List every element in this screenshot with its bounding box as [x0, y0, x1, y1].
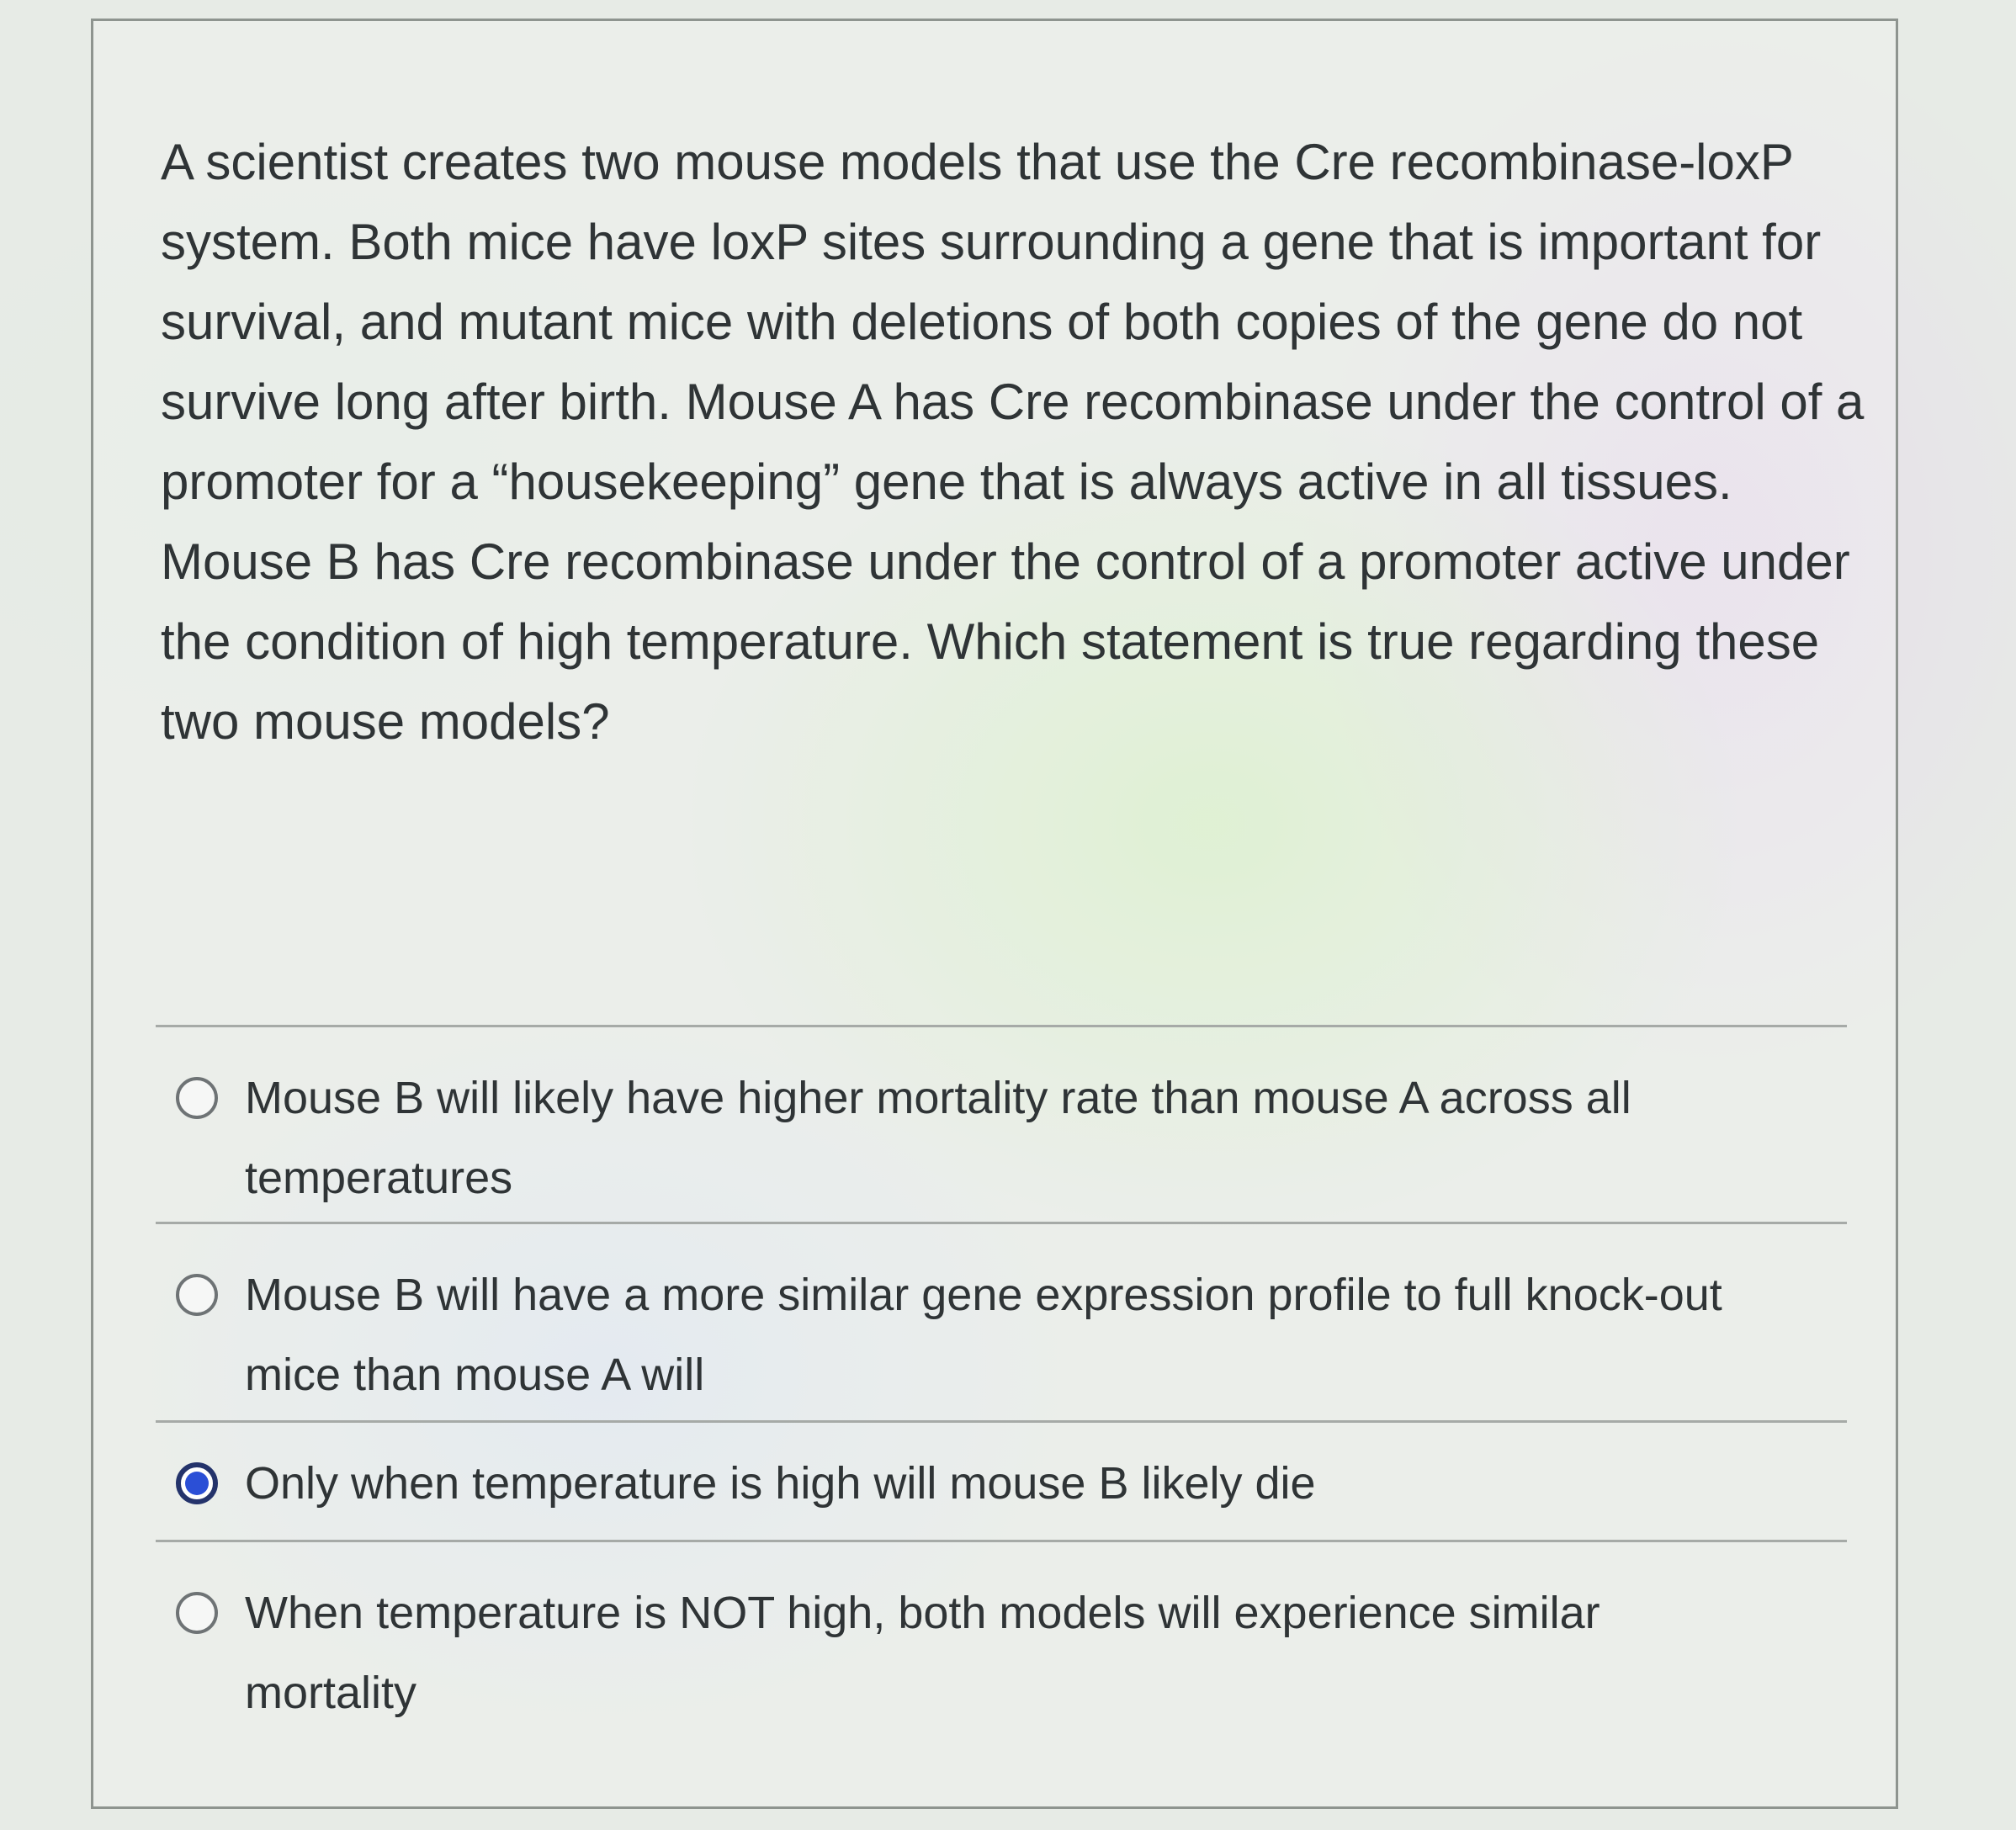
answer-list	[156, 1025, 1847, 1742]
answer-label: Only when temperature is high will mouse B likely die	[245, 1458, 1316, 1509]
answer-option-1[interactable]	[156, 1025, 1847, 1222]
radio-button-icon[interactable]	[176, 1077, 218, 1119]
answer-label: Mouse B will have a more similar gene expression profile to full knock-out mice than mouse A will	[245, 1270, 1722, 1400]
radio-dot-icon	[185, 1472, 209, 1495]
answer-label: When temperature is NOT high, both models will experience similar mortality	[245, 1588, 1600, 1718]
answer-option-3[interactable]	[156, 1420, 1847, 1540]
answer-option-4[interactable]	[156, 1540, 1847, 1742]
question-text: A scientist creates two mouse models that use the Cre recombinase-loxP system. Both mice have loxP sites surrounding a gene that is important for survival, and mutant mice with deletions of both copies of the gene do not survive long after birth. Mouse A has Cre recombinase under the control of a promoter for a “housekeeping” gene that is always active in all tissues. Mouse B has Cre recombinase under the control of a promoter active under the condition of high temperature. Which statement is true regarding these two mouse models?	[161, 134, 1865, 750]
answer-label: Mouse B will likely have higher mortality rate than mouse A across all temperatures	[245, 1073, 1631, 1203]
radio-button-icon[interactable]	[176, 1592, 218, 1634]
radio-button-icon[interactable]	[176, 1274, 218, 1316]
radio-button-selected-icon[interactable]	[176, 1462, 218, 1504]
question-card	[91, 19, 1898, 1809]
answer-option-2[interactable]	[156, 1222, 1847, 1420]
